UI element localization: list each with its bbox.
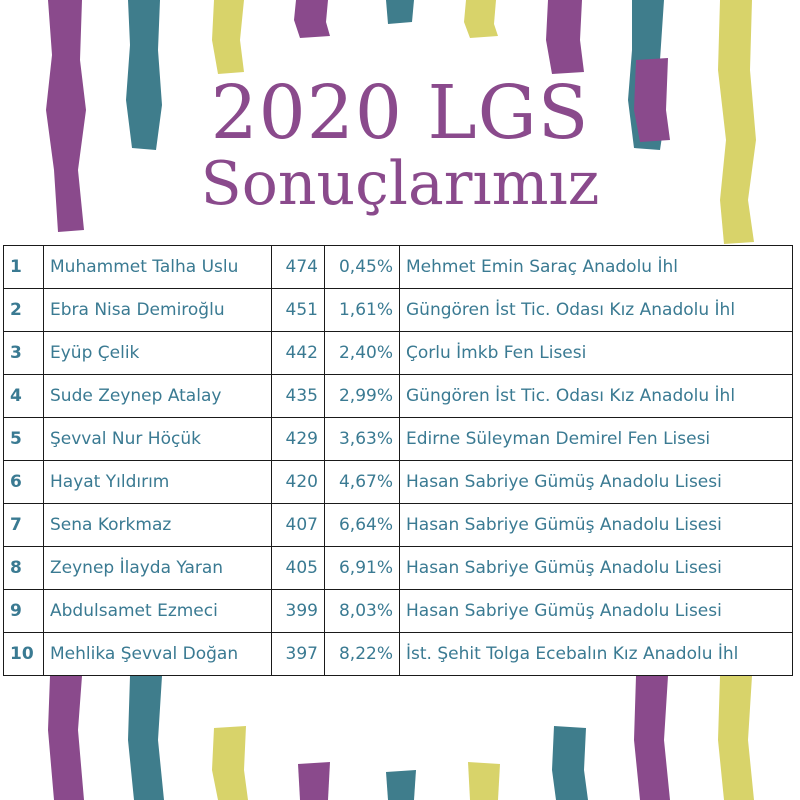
score-cell: 429 xyxy=(272,418,325,461)
table-row xyxy=(4,289,793,332)
school-cell: Hasan Sabriye Gümüş Anadolu Lisesi xyxy=(400,590,793,633)
school-cell: Güngören İst Tic. Odası Kız Anadolu İhl xyxy=(400,289,793,332)
score-cell: 435 xyxy=(272,375,325,418)
top-purple-stripe-mid xyxy=(294,0,330,38)
rank-cell: 3 xyxy=(4,332,44,375)
top-yellow-stripe-1 xyxy=(212,0,244,74)
page-title: 2020 LGS xyxy=(210,70,590,156)
student-name-cell: Ebra Nisa Demiroğlu xyxy=(44,289,272,332)
percentile-cell: 1,61% xyxy=(325,289,400,332)
table-row xyxy=(4,246,793,289)
percentile-cell: 8,22% xyxy=(325,633,400,676)
rank-cell: 6 xyxy=(4,461,44,504)
table-row xyxy=(4,332,793,375)
school-cell: Hasan Sabriye Gümüş Anadolu Lisesi xyxy=(400,461,793,504)
score-cell: 442 xyxy=(272,332,325,375)
table-row xyxy=(4,633,793,676)
bottom-left-teal-stripe xyxy=(128,676,164,800)
percentile-cell: 2,40% xyxy=(325,332,400,375)
bottom-teal-stripe-2 xyxy=(552,726,588,800)
percentile-cell: 6,64% xyxy=(325,504,400,547)
bottom-purple-stripe-2 xyxy=(634,676,670,800)
percentile-cell: 3,63% xyxy=(325,418,400,461)
top-teal-stripe-mid xyxy=(386,0,414,24)
student-name-cell: Sena Korkmaz xyxy=(44,504,272,547)
percentile-cell: 2,99% xyxy=(325,375,400,418)
rank-cell: 7 xyxy=(4,504,44,547)
rank-cell: 4 xyxy=(4,375,44,418)
bottom-yellow-stripe-2 xyxy=(468,762,500,800)
top-purple-stripe-2 xyxy=(546,0,584,74)
top-yellow-stripe-2 xyxy=(464,0,498,38)
percentile-cell: 6,91% xyxy=(325,547,400,590)
student-name-cell: Muhammet Talha Uslu xyxy=(44,246,272,289)
page-subtitle: Sonuçlarımız xyxy=(200,149,600,219)
percentile-cell: 0,45% xyxy=(325,246,400,289)
rank-cell: 8 xyxy=(4,547,44,590)
student-name-cell: Şevval Nur Höçük xyxy=(44,418,272,461)
bottom-purple-stripe-mid xyxy=(298,762,330,800)
table-row xyxy=(4,375,793,418)
school-cell: Güngören İst Tic. Odası Kız Anadolu İhl xyxy=(400,375,793,418)
score-cell: 399 xyxy=(272,590,325,633)
percentile-cell: 4,67% xyxy=(325,461,400,504)
school-cell: Hasan Sabriye Gümüş Anadolu Lisesi xyxy=(400,504,793,547)
table-row xyxy=(4,504,793,547)
bottom-teal-stripe-mid xyxy=(386,770,416,800)
student-name-cell: Zeynep İlayda Yaran xyxy=(44,547,272,590)
score-cell: 397 xyxy=(272,633,325,676)
percentile-cell: 8,03% xyxy=(325,590,400,633)
results-table xyxy=(3,245,793,676)
table-row xyxy=(4,418,793,461)
school-cell: Edirne Süleyman Demirel Fen Lisesi xyxy=(400,418,793,461)
table-row xyxy=(4,461,793,504)
table-row xyxy=(4,590,793,633)
bottom-left-purple-stripe xyxy=(48,676,84,800)
school-cell: Çorlu İmkb Fen Lisesi xyxy=(400,332,793,375)
bottom-right-yellow-stripe xyxy=(718,676,754,800)
student-name-cell: Abdulsamet Ezmeci xyxy=(44,590,272,633)
student-name-cell: Mehlika Şevval Doğan xyxy=(44,633,272,676)
score-cell: 420 xyxy=(272,461,325,504)
student-name-cell: Sude Zeynep Atalay xyxy=(44,375,272,418)
rank-cell: 1 xyxy=(4,246,44,289)
school-cell: İst. Şehit Tolga Ecebalın Kız Anadolu İhl xyxy=(400,633,793,676)
rank-cell: 5 xyxy=(4,418,44,461)
score-cell: 407 xyxy=(272,504,325,547)
student-name-cell: Eyüp Çelik xyxy=(44,332,272,375)
score-cell: 474 xyxy=(272,246,325,289)
score-cell: 451 xyxy=(272,289,325,332)
rank-cell: 2 xyxy=(4,289,44,332)
student-name-cell: Hayat Yıldırım xyxy=(44,461,272,504)
score-cell: 405 xyxy=(272,547,325,590)
school-cell: Hasan Sabriye Gümüş Anadolu Lisesi xyxy=(400,547,793,590)
rank-cell: 10 xyxy=(4,633,44,676)
bottom-yellow-stripe-1 xyxy=(212,726,248,800)
school-cell: Mehmet Emin Saraç Anadolu İhl xyxy=(400,246,793,289)
table-row xyxy=(4,547,793,590)
rank-cell: 9 xyxy=(4,590,44,633)
